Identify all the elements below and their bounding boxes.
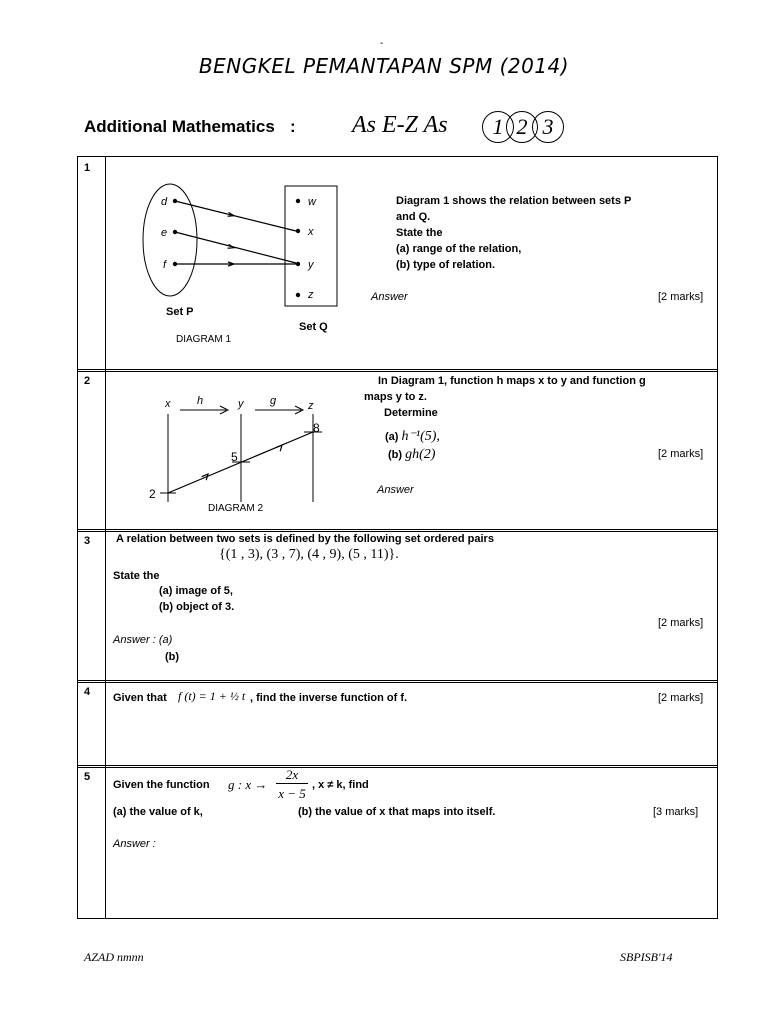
question-3-answer-a: Answer : (a): [113, 634, 173, 646]
question-3-ordered-pairs: {(1 , 3), (3 , 7), (4 , 9), (5 , 11)}.: [219, 547, 399, 562]
circled-number-2: 2: [506, 111, 538, 143]
question-5-marks: [3 marks]: [653, 806, 699, 818]
question-3-answer-b: (b): [165, 651, 180, 663]
question-5-answer-label: Answer :: [113, 838, 156, 850]
stray-mark: -: [380, 38, 384, 49]
question-5-numerator: 2x: [276, 767, 308, 784]
value-label-8: 8: [313, 421, 320, 435]
value-label-5: 5: [231, 450, 238, 464]
question-number-1: 1: [84, 162, 91, 174]
question-number-2: 2: [84, 375, 91, 387]
question-5-text-pre: Given the function: [113, 779, 210, 791]
row-divider-2: [77, 529, 718, 532]
question-4-marks: [2 marks]: [658, 692, 704, 704]
motto-text: As E-Z As: [352, 112, 448, 138]
question-3-state: State the: [113, 570, 160, 582]
diagram-1: [130, 180, 350, 360]
question-3-part-a: (a) image of 5,: [159, 585, 233, 597]
row-divider-4: [77, 765, 718, 768]
number-column-divider: [105, 156, 106, 919]
axis-label-y: y: [238, 398, 244, 410]
question-4-function: f (t) = 1 + ½ t: [178, 689, 246, 703]
set-q-label: Set Q: [299, 321, 328, 333]
question-5-condition: , x ≠ k, find: [312, 779, 369, 791]
set-p-element-d: d: [161, 196, 168, 208]
question-1-marks: [2 marks]: [658, 291, 704, 303]
footer-left: AZAD nmnn: [84, 950, 144, 964]
circled-number-1: 1: [482, 111, 514, 143]
question-1-answer-label: Answer: [371, 291, 408, 303]
arrow-label-h: h: [197, 395, 204, 407]
question-3-part-b: (b) object of 3.: [159, 601, 235, 613]
question-2-part-a: (a) h⁻¹(5),: [385, 429, 440, 444]
set-p-ellipse: [143, 184, 197, 296]
question-5-part-b: (b) the value of x that maps into itself.: [298, 806, 496, 818]
diagram-1-caption: DIAGRAM 1: [176, 334, 232, 345]
row-divider-3: [77, 680, 718, 683]
question-number-5: 5: [84, 771, 91, 783]
question-5-part-a: (a) the value of k,: [113, 806, 203, 818]
diagram-2: [140, 392, 340, 512]
page-title: BENGKEL PEMANTAPAN SPM (2014): [198, 54, 570, 78]
question-number-4: 4: [84, 686, 91, 698]
set-q-element-x: x: [308, 226, 314, 238]
question-5-function-lhs: g : x →: [228, 777, 268, 792]
arrow-label-g: g: [270, 395, 277, 407]
set-q-element-z: z: [308, 289, 314, 301]
axis-label-z: z: [308, 400, 314, 412]
value-label-2: 2: [149, 487, 156, 501]
footer-right: SBPISB'14: [620, 950, 673, 964]
question-4-text-pre: Given that: [113, 692, 167, 704]
question-1-text: Diagram 1 shows the relation between sets P and Q. State the (a) range of the relation, (b) type of relation.: [396, 195, 632, 271]
subject-colon: :: [290, 117, 296, 136]
question-3-marks: [2 marks]: [658, 617, 704, 629]
row-divider-1: [77, 369, 718, 372]
subject-label: Additional Mathematics: [84, 117, 275, 136]
question-number-3: 3: [84, 535, 91, 547]
question-2-part-b: (b) gh(2): [388, 447, 436, 462]
question-2-text: In Diagram 1, function h maps x to y and function g maps y to z. Determine: [364, 375, 646, 419]
question-4-text-post: , find the inverse function of f.: [250, 692, 408, 704]
question-5-denominator: x − 5: [278, 786, 306, 801]
set-q-element-w: w: [308, 196, 316, 208]
axis-label-x: x: [165, 398, 171, 410]
question-2-answer-label: Answer: [377, 484, 414, 496]
set-p-label: Set P: [166, 306, 194, 318]
question-2-marks: [2 marks]: [658, 448, 704, 460]
set-p-element-f: f: [163, 259, 167, 271]
set-p-element-e: e: [161, 227, 168, 239]
circled-number-3: 3: [532, 111, 564, 143]
question-3-intro: A relation between two sets is defined by the following set ordered pairs: [116, 533, 494, 545]
set-q-element-y: y: [308, 259, 314, 271]
diagram-2-caption: DIAGRAM 2: [208, 503, 264, 514]
